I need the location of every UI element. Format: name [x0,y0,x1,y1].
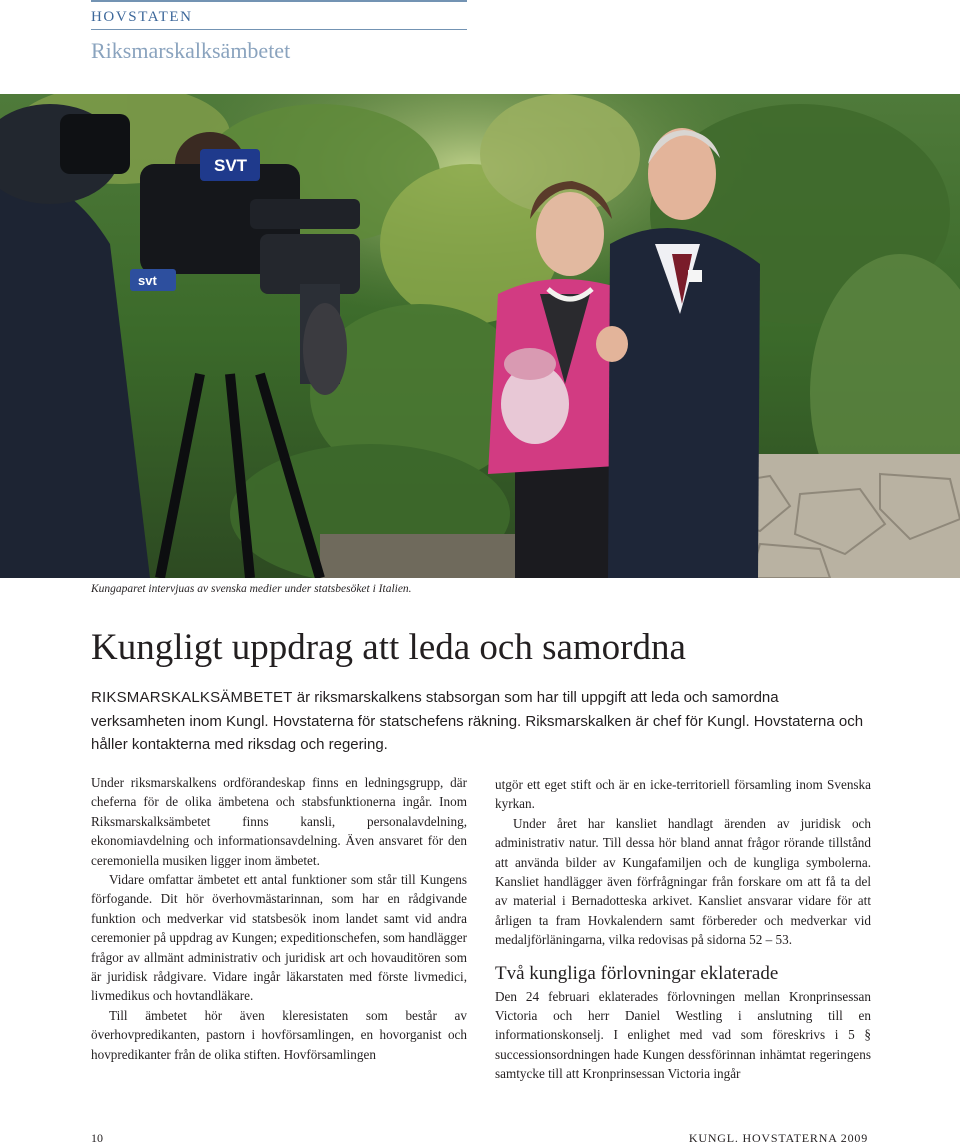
lead-paragraph [91,686,871,757]
section-header [91,0,467,65]
right-paragraph-1: utgör ett eget stift och är en icke-territoriell församling inom Svenska kyrkan. [495,777,871,812]
left-paragraph-2: Vidare omfattar ämbetet ett antal funktioner som står till Kungens förfogande. Dit hör överhovmästarinnan, som har en rådgivande funktion och medverkar vid statsbesök inom landet samt vid andra ceremonier på uppdrag av Kungen; expeditionschefen, som handlägger frågor av allmänt administrativ och juridisk art och hovauditören som är juridisk rådgivare. Vidare ingår läkarstaten med förste livmedici, livmedikus och hovtandläkare. [91,872,467,1004]
publication-footer: KUNGL. HOVSTATERNA 2009 [688,1131,868,1145]
article-photo [0,94,960,578]
photo-caption: Kungaparet intervjuas av svenska medier under statsbesöket i Italien. [91,583,412,595]
header-top-rule [91,0,467,2]
left-column [91,773,467,1064]
subheading: Två kungliga förlovningar eklaterade [495,962,779,984]
left-paragraph-1: Under riksmarskalkens ordförandeskap finns en ledningsgrupp, där cheferna för de olika ämbetena och stabsfunktionerna ingår. Inom Riksmarskalksämbetet finns kansli, personalavdelning, ekonomiavdelning och informationsavdelning. Även ansvaret för den ceremoniella musiken ligger inom ämbetet. [91,775,467,868]
camera-logo-2: svt [138,273,157,288]
lead-caps: RIKSMARSKALKSÄMBETET [91,689,293,706]
camera-logo-1: SVT [214,156,248,175]
right-paragraph-2: Under året har kansliet handlagt ärenden av juridisk och administrativ natur. Till dessa hör bland annat frågor rörande tillstånd att använda bilder av Kungafamiljen och de kungliga symbolerna. Kansliet handlägger även förfrågningar från forskare om att få ta del av material i Bernadotteska arkivet. Kansliet ansvarar vidare för att årligen ta fram Hovkalendern samt förbereder och medverkar vid medaljförläningarna, vilka redovisas på sidorna 52 – 53. [495,815,871,948]
section-title: Riksmarskalksämbetet [91,38,291,63]
right-paragraph-3: Den 24 februari eklaterades förlovningen mellan Kronprinsessan Victoria och herr Daniel Westling i anslutning till en informationskonselj. I enlighet med vad som föreskrivs i 5 § successionsordningen hade Kungen dessförinnan inhämtat regeringens samtycke till att Kronprinsessan Victoria ingår [495,988,871,1082]
lead-text: är riksmarskalkens stabsorgan som har till uppgift att leda och samordna verksamheten inom Kungl. Hovstaterna för statschefens räkning. Riksmarskalken är chef för Kungl. Hovstaterna och håller kontakterna med riksdag och regering. [91,689,864,753]
page-number: 10 [91,1131,103,1145]
section-label: HOVSTATEN [91,9,193,25]
right-column [495,775,871,1084]
header-divider [91,29,467,30]
left-paragraph-3: Till ämbetet hör även kleresistaten som består av överhovpredikanten, pastorn i hovförsamlingen, en hovorganist och hovpredikanter från de olika stiften. Hovförsamlingen [91,1007,467,1062]
article-headline: Kungligt uppdrag att leda och samordna [91,627,686,668]
